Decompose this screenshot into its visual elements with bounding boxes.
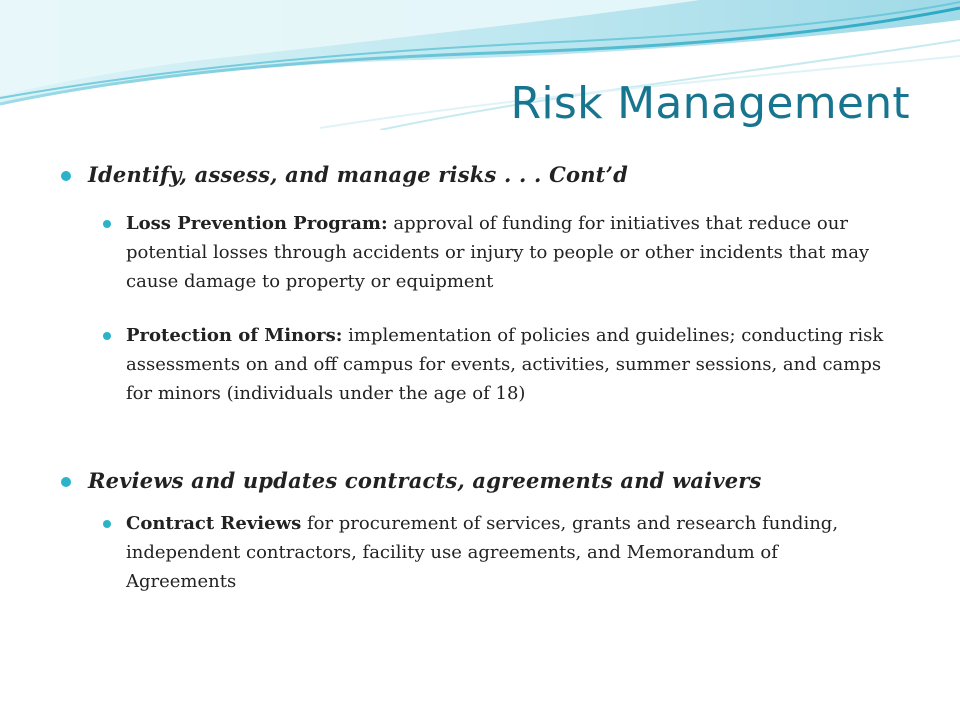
sub-bullet-dot-icon [103, 332, 111, 340]
sub-bullet-term: Protection of Minors: [126, 325, 343, 346]
bullet-text: Identify, assess, and manage risks . . . Cont’d [88, 162, 628, 187]
bullet-dot-icon [61, 477, 71, 487]
sub-bullet-text: approval of funding for initiatives that reduce our potential losses through accidents or injury to people or other incidents that may cause damage to property or equipment [126, 213, 870, 292]
sub-bullet-term: Contract Reviews [126, 513, 302, 534]
slide-title: Risk Management [510, 78, 910, 129]
bullet-text: Reviews and updates contracts, agreements and waivers [88, 468, 762, 493]
sub-bullet-dot-icon [103, 520, 111, 528]
sub-bullet-dot-icon [103, 220, 111, 228]
sub-bullet-term: Loss Prevention Program: [126, 213, 388, 234]
sub-bullet-text: for procurement of services, grants and research funding, independent contractors, facility use agreements, and Memorandum of Agreements [126, 513, 839, 592]
bullet-dot-icon [61, 171, 71, 181]
sub-bullet-text: implementation of policies and guidelines; conducting risk assessments on and off campus for events, activities, summer sessions, and camps for minors (individuals under the age of 18) [126, 325, 884, 404]
